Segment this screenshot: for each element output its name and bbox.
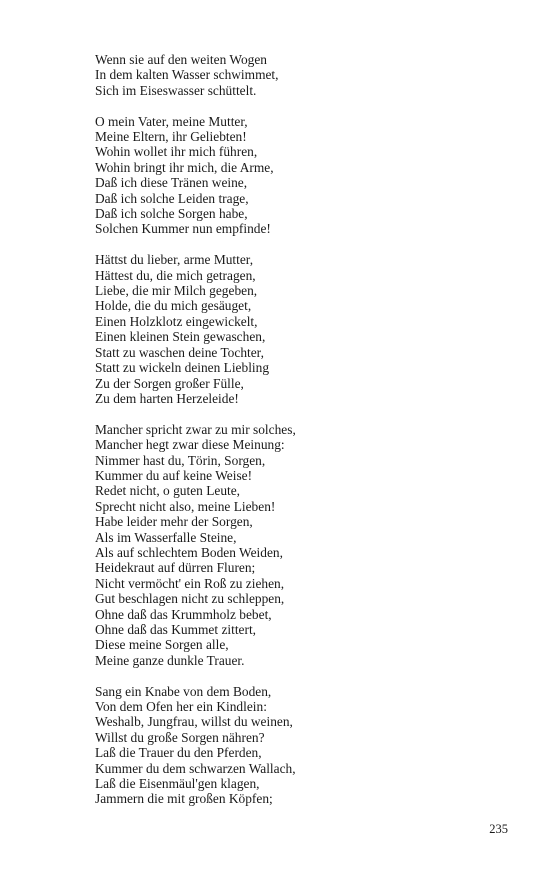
verse-line: Wohin bringt ihr mich, die Arme, [95,159,274,175]
verse-line: Wenn sie auf den weiten Wogen [95,52,267,67]
verse-line: Sprecht nicht also, meine Lieben! [95,498,276,514]
verse-line: In dem kalten Wasser schwimmet, [95,67,279,83]
verse-line: Sang ein Knabe von dem Boden, [95,683,272,699]
verse-line: Von dem Ofen her ein Kindlein: [95,699,267,714]
verse-line: Diese meine Sorgen alle, [95,637,229,653]
verse-line: Hättst du lieber, arme Mutter, [95,252,254,268]
verse-line: Einen Holzklotz eingewickelt, [95,313,258,329]
verse-line: Mancher hegt zwar diese Meinung: [95,437,285,453]
verse-line: Ohne daß das Kummet zittert, [95,621,257,637]
stanza-1 [95,52,515,98]
verse-line: O mein Vater, meine Mutter, [95,113,248,129]
verse-line: Kummer du auf keine Weise! [95,467,253,483]
poem-text [95,52,515,822]
verse-line: Wohin wollet ihr mich führen, [95,144,258,160]
verse-line: Laß die Eisenmäul'gen klagen, [95,776,260,792]
verse-line: Als im Wasserfalle Steine, [95,529,237,545]
verse-line: Kummer du dem schwarzen Wallach, [95,760,296,776]
verse-line: Daß ich diese Tränen weine, [95,175,248,191]
verse-line: Statt zu waschen deine Tochter, [95,344,264,360]
verse-line: Nimmer hast du, Törin, Sorgen, [95,452,266,468]
stanza-5 [95,684,515,807]
verse-line: Liebe, die mir Milch gegeben, [95,283,258,299]
verse-line: Heidekraut auf dürren Fluren; [95,560,256,576]
verse-line: Mancher spricht zwar zu mir solches, [95,421,296,437]
verse-line: Laß die Trauer du den Pferden, [95,745,262,761]
page-number: 235 [489,822,508,836]
verse-line: Daß ich solche Leiden trage, [95,190,249,206]
stanza-3 [95,252,515,406]
verse-line: Meine Eltern, ihr Geliebten! [95,129,247,145]
verse-line: Zu dem harten Herzeleide! [95,390,239,406]
verse-line: Hättest du, die mich getragen, [95,267,256,283]
verse-line: Einen kleinen Stein gewaschen, [95,329,266,345]
verse-line: Gut beschlagen nicht zu schleppen, [95,591,285,607]
verse-line: Solchen Kummer nun empfinde! [95,221,271,237]
verse-line: Weshalb, Jungfrau, willst du weinen, [95,714,293,730]
verse-line: Habe leider mehr der Sorgen, [95,514,253,530]
verse-line: Holde, die du mich gesäuget, [95,298,252,314]
stanza-4 [95,422,515,669]
verse-line: Willst du große Sorgen nähren? [95,729,265,745]
verse-line: Meine ganze dunkle Trauer. [95,652,245,668]
verse-line: Als auf schlechtem Boden Weiden, [95,544,283,560]
verse-line: Daß ich solche Sorgen habe, [95,206,248,222]
verse-line: Sich im Eiseswasser schüttelt. [95,82,257,98]
verse-line: Nicht vermöcht' ein Roß zu ziehen, [95,575,285,591]
verse-line: Statt zu wickeln deinen Liebling [95,360,270,376]
stanza-2 [95,114,515,237]
verse-line: Zu der Sorgen großer Fülle, [95,375,244,391]
verse-line: Redet nicht, o guten Leute, [95,483,241,499]
verse-line: Ohne daß das Krummholz bebet, [95,606,272,622]
verse-line: Jammern die mit großen Köpfen; [95,791,273,807]
